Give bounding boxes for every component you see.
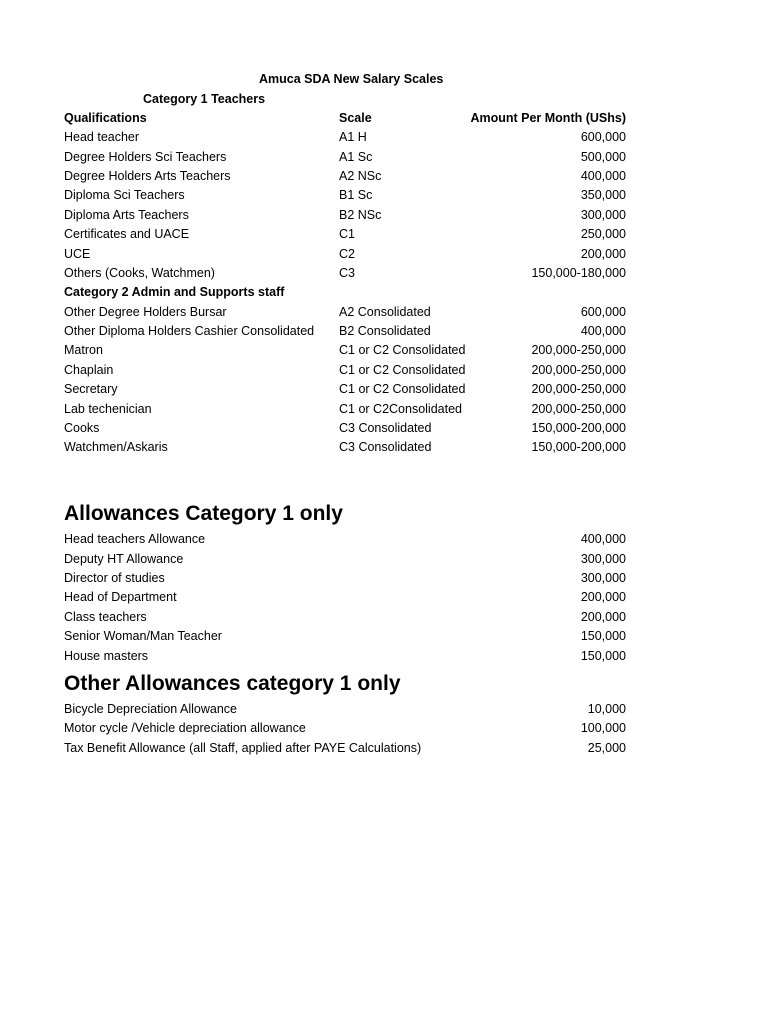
- cat1-row-scale: C3: [339, 266, 355, 280]
- cat1-row-scale: A2 NSc: [339, 169, 382, 183]
- category2-title: Category 2 Admin and Supports staff: [64, 285, 285, 299]
- cat2-row-qualification: Other Degree Holders Bursar: [64, 305, 227, 319]
- other-allowances-heading: Other Allowances category 1 only: [64, 672, 401, 695]
- cat2-row-qualification: Cooks: [64, 421, 100, 435]
- cat1-row-qualification: Certificates and UACE: [64, 227, 190, 241]
- cat1-row-scale: A1 Sc: [339, 150, 373, 164]
- cat2-row-qualification: Chaplain: [64, 363, 114, 377]
- allowance-row-amount: 200,000: [580, 590, 626, 604]
- document-title: Amuca SDA New Salary Scales: [259, 72, 444, 86]
- other-allowance-row-amount: 10,000: [587, 702, 626, 716]
- category1-title: Category 1 Teachers: [143, 92, 266, 106]
- cat2-row-scale: A2 Consolidated: [339, 305, 431, 319]
- cat2-row-qualification: Matron: [64, 343, 103, 357]
- cat1-row-qualification: Others (Cooks, Watchmen): [64, 266, 215, 280]
- cat1-row-scale: C2: [339, 247, 355, 261]
- cat2-row-qualification: Lab techenician: [64, 402, 152, 416]
- allowance-row-label: Senior Woman/Man Teacher: [64, 629, 222, 643]
- cat2-row-amount: 600,000: [580, 305, 626, 319]
- cat2-row-scale: C3 Consolidated: [339, 421, 432, 435]
- cat1-row-scale: A1 H: [339, 130, 367, 144]
- cat2-row-amount: 400,000: [580, 324, 626, 338]
- cat2-row-qualification: Secretary: [64, 382, 118, 396]
- cat2-row-amount: 150,000-200,000: [531, 440, 626, 454]
- allowance-row-label: House masters: [64, 649, 149, 663]
- allowance-row-amount: 300,000: [580, 571, 626, 585]
- cat2-row-scale: C3 Consolidated: [339, 440, 432, 454]
- other-allowance-row-label: Tax Benefit Allowance (all Staff, applied after PAYE Calculations): [64, 741, 422, 755]
- header-scale: Scale: [339, 111, 372, 125]
- cat1-row-qualification: Diploma Sci Teachers: [64, 188, 185, 202]
- cat2-row-qualification: Watchmen/Askaris: [64, 440, 168, 454]
- cat1-row-scale: B1 Sc: [339, 188, 373, 202]
- allowance-row-amount: 400,000: [580, 532, 626, 546]
- cat2-row-amount: 200,000-250,000: [531, 402, 626, 416]
- cat1-row-qualification: UCE: [64, 247, 91, 261]
- cat2-row-amount: 150,000-200,000: [531, 421, 626, 435]
- allowance-row-amount: 200,000: [580, 610, 626, 624]
- cat2-row-scale: C1 or C2Consolidated: [339, 402, 462, 416]
- cat1-row-amount: 250,000: [580, 227, 626, 241]
- cat1-row-qualification: Head teacher: [64, 130, 140, 144]
- allowance-row-amount: 300,000: [580, 552, 626, 566]
- allowance-row-label: Deputy HT Allowance: [64, 552, 184, 566]
- cat1-row-amount: 150,000-180,000: [531, 266, 626, 280]
- header-amount: Amount Per Month (UShs): [470, 111, 626, 125]
- allowance-row-label: Class teachers: [64, 610, 147, 624]
- cat2-row-scale: C1 or C2 Consolidated: [339, 343, 466, 357]
- cat1-row-qualification: Diploma Arts Teachers: [64, 208, 189, 222]
- cat1-row-qualification: Degree Holders Arts Teachers: [64, 169, 231, 183]
- cat2-row-scale: B2 Consolidated: [339, 324, 431, 338]
- cat1-row-scale: C1: [339, 227, 355, 241]
- allowance-row-label: Head of Department: [64, 590, 177, 604]
- cat1-row-amount: 350,000: [580, 188, 626, 202]
- cat2-row-amount: 200,000-250,000: [531, 343, 626, 357]
- cat2-row-scale: C1 or C2 Consolidated: [339, 382, 466, 396]
- cat2-row-scale: C1 or C2 Consolidated: [339, 363, 466, 377]
- cat1-row-qualification: Degree Holders Sci Teachers: [64, 150, 227, 164]
- other-allowance-row-label: Motor cycle /Vehicle depreciation allowance: [64, 721, 306, 735]
- allowance-row-label: Head teachers Allowance: [64, 532, 206, 546]
- cat1-row-amount: 500,000: [580, 150, 626, 164]
- allowance-row-amount: 150,000: [580, 629, 626, 643]
- other-allowance-row-label: Bicycle Depreciation Allowance: [64, 702, 238, 716]
- cat1-row-amount: 300,000: [580, 208, 626, 222]
- cat2-row-amount: 200,000-250,000: [531, 382, 626, 396]
- cat1-row-amount: 200,000: [580, 247, 626, 261]
- cat2-row-qualification: Other Diploma Holders Cashier Consolidated: [64, 324, 315, 338]
- other-allowance-row-amount: 100,000: [580, 721, 626, 735]
- cat1-row-amount: 600,000: [580, 130, 626, 144]
- allowance-row-amount: 150,000: [580, 649, 626, 663]
- other-allowance-row-amount: 25,000: [587, 741, 626, 755]
- allowances-heading: Allowances Category 1 only: [64, 502, 343, 525]
- cat1-row-scale: B2 NSc: [339, 208, 382, 222]
- cat2-row-amount: 200,000-250,000: [531, 363, 626, 377]
- cat1-row-amount: 400,000: [580, 169, 626, 183]
- header-qualifications: Qualifications: [64, 111, 147, 125]
- allowance-row-label: Director of studies: [64, 571, 165, 585]
